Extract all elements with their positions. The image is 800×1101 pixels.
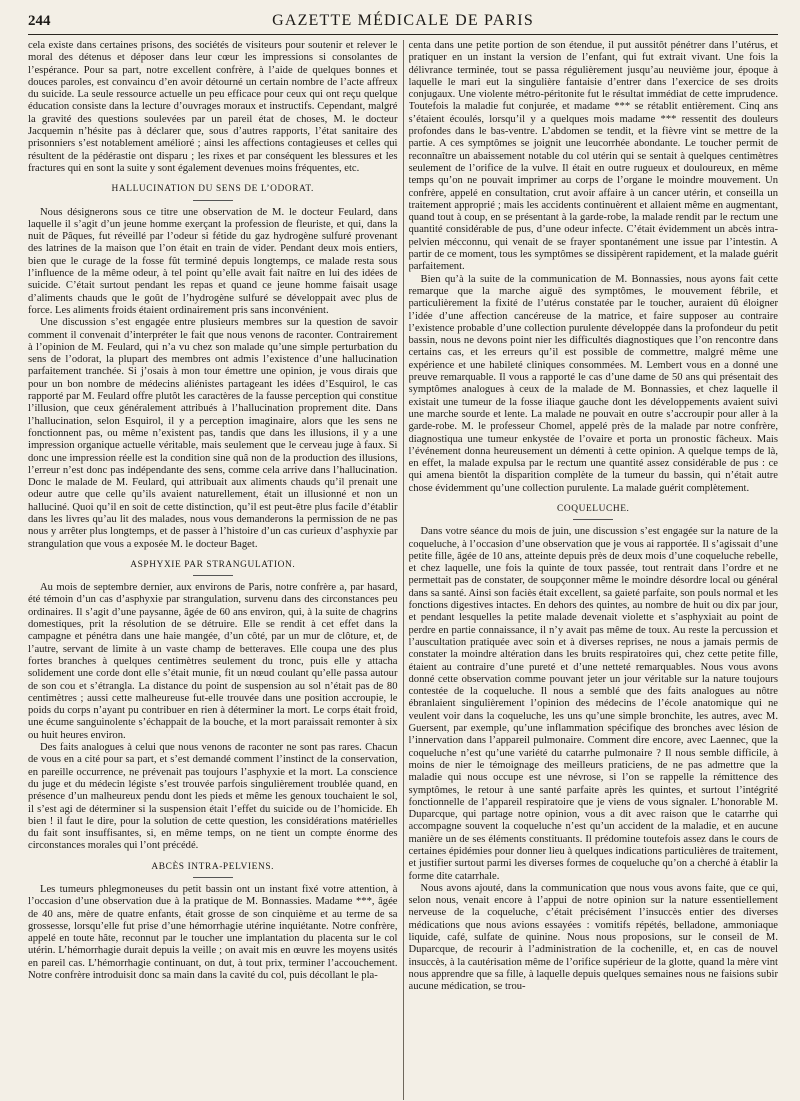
paragraph: Des faits analogues à celui que nous venons de raconter ne sont pas rares. Chacun de vous en a cité pour sa part, et s’est demandé comment l’instinct de la conservation, en pareille occurrence, ne prévenait pas toujours l’asphyxie et la mort. La conscience du juge et du médecin légiste s’est trouvée parfois singulièrement troublée quand, en présence d’un malheureux pendu dont les pieds et même les genoux touchaient le sol, il s’est agi de déterminer si la suspension était l’effet du suicide ou de l’homicide. Eh bien ! il faut le dire, pour la solution de cette question, les considérations matérielles du fait sont insuffisantes, si, en même temps, on ne tient un compte énorme des circonstances morales qui l’ont précédé. bbox=[28, 742, 398, 852]
paragraph: Nous désignerons sous ce titre une observation de M. le docteur Feulard, dans laquelle il s’agit d’un jeune homme exerçant la profession de fleuriste, et qui, dans la nuit de Pâques, fut réveillé par l’odeur si fétide du gaz hydrogène sulfuré provenant des latrines de la maison que l’on était en train de vider. Pendant deux mois entiers, bien que le curage de la fosse fût terminé depuis longtemps, ce malade resta sous l’influence de la même odeur, à tel point qu’elle avait fait naître en lui des idées de suicide. C’était surtout pendant les repas et quand ce jeune homme faisait usage d’aliments chauds que le goût de l’hydrogène sulfuré se développait avec plus de force. Les aliments froids étaient ordinairement pris sans inconvénient. bbox=[28, 206, 398, 316]
paragraph: Les tumeurs phlegmoneuses du petit bassin ont un instant fixé votre attention, à l’occasion d’une observation due à la pratique de M. Bonnassies. Madame ***, âgée de 40 ans, mère de quatre enfants, était grosse de son cinquième et au terme de sa grossesse, lorsqu’elle fut prise d’une hémorrhagie utérine inquiétante. Notre confrère, appelé en toute hâte, reconnut par le toucher une implantation du placenta sur le col utérin. L’hémorrhagie durait depuis la veille ; on avait mis en œuvre les moyens usités en pareil cas. L’hémorrhagie continuant, on dut, à tout prix, terminer l’accouchement. Notre confrère introduisit donc sa main dans la cavité du col, puis décollant le pla- bbox=[28, 884, 398, 982]
paragraph: Une discussion s’est engagée entre plusieurs membres sur la question de savoir comment il convenait d’interpréter le fait que nous venons de raconter. Contrairement à l’opinion de M. Feulard, qui n’a vu chez son malade qu’une simple perturbation du sens de l’odorat, la plupart des membres ont admis l’existence d’une hallucination parfaitement tranchée. Si j’osais à mon tour émettre une opinion, je vous dirais que pour un bon nombre de médecins aliénistes partageant les idées d’Esquirol, le cas rapporté par M. Feulard offre plutôt les caractères de la fausse perception qui constitue l’illusion, que ceux généralement attribués à l’hallucination proprement dite. Dans l’hallucination, selon Esquirol, il y a perception imaginaire, alors que les sens ne fonctionnent pas, ou même n’existent pas, tandis que dans les illusions, il y a une impression organique actuelle véritable, mais seulement que le cerveau juge à faux. Si donc une impression réelle est la condition sine quâ non de la production des illusions, l’erreur n’est donc pas indépendante des sens, comme cela arrive dans l’hallucination. Donc le malade de M. Feulard, qui attribuait aux aliments chauds qu’il prenait une odeur autre que celle qu’ils avaient naturellement, était un illusionné et non un halluciné. Quoi qu’il en soit de cette distinction, qu’il est peut-être plus facile d’établir dans les livres qu’au lit des malades, nous vous demanderons la permission de ne pas nous y arrêter plus longtemps, et de passer à l’histoire d’un cas curieux d’asphyxie par strangulation que vous a exposée M. le docteur Baget. bbox=[28, 317, 398, 550]
paragraph: Au mois de septembre dernier, aux environs de Paris, notre confrère a, par hasard, été témoin d’un cas d’asphyxie par strangulation, survenu dans des circonstances peu ordinaires. Il s’agit d’une paysanne, âgée de 60 ans environ, qui, à la suite de chagrins domestiques, prit la résolution de se détruire. Elle se rendit à cet effet dans la campagne et pénétra dans une haie mangée, d’un côté, par un mur de clôture, et, de l’autre, servant de limite à un vaste champ de betteraves. Elle coupa une des plus fortes branches à quelques centimètres seulement du tronc, puis elle y attacha solidement une corde dont elle s’était munie, fit un nœud coulant qu’elle passa autour de son cou et s’étrangla. La distance du point de suspension au sol n’était pas de 80 centimètres ; aussi cette malheureuse fut-elle trouvée dans une position accroupie, le poids du corps n’ayant pu contribuer en rien à déterminer la mort. Le corps était froid, une écume sanguinolente s’échappait de la bouche, et la mort paraissait remonter à six ou huit heures environ. bbox=[28, 582, 398, 741]
paragraph: Dans votre séance du mois de juin, une discussion s’est engagée sur la nature de la coqueluche, à l’occasion d’une observation que je vous ai rapportée. Il s’agissait d’une petite fille, âgée de 10 ans, atteinte depuis près de deux mois d’une coqueluche rebelle, et chez laquelle, une fois la quinte de toux passée, tout rentrait dans l’ordre et ne permettait pas de constater, de soupçonner même le moindre désordre local ou général dans sa santé. Ainsi son faciès était excellent, sa gaieté parfaite, son pouls normal et les fonctions digestives intactes. En dehors des quintes, au nombre de huit ou dix par jour, et pendant lesquelles la petite malade devenait violette et s’asphyxiait au point de perdre en partie connaissance, il n’y avait pas même de toux. Au reste la percussion et l’auscultation pratiquée avec soin et à diverses reprises, ne nous a jamais permis de constater la moindre altération dans les bruits respiratoires qui, chez cette petite fille, étaient au contraire d’une pureté et d’une netteté remarquables. Nous vous avons donné cette observation comme pouvant jeter un jour véritable sur la nature toujours contestée de la coqueluche. Il nous a semblé que des faits analogues au nôtre ébranlaient singulièrement l’opinion des médecins de l’école anatomique qui ne veulent voir dans la coqueluche, les uns qu’une simple bronchite, les autres, avec M. Guersent, par exemple, qu’une inflammation spécifique des bronches avec lésion de l’innervation dans l’appareil pulmonaire. Comment dire encore, avec Laennec, que la coqueluche n’est qu’une variété du catarrhe pulmonaire ? Il nous semble difficile, à moins de nier le témoignage des meilleurs praticiens, de ne pas admettre que la maladie qui nous occupe est une névrose, si l’on se rappelle la rémittence des symptômes, le retour à une santé parfaite après les quintes, et surtout l’intégrité fonctionnelle de l’appareil respiratoire que je viens de vous signaler. L’honorable M. Duparcque, qui partage notre opinion, vous a dit avec raison que le catarrhe qui accompagne souvent la coqueluche n’est qu’un accident de la maladie, et en aucune manière un de ses éléments constituants. Il prédomine toutefois assez dans le cours de certaines épidémies pour donner lieu à quelques indications particulières de traitement, et justifier surtout parmi les diverses formes de coqueluche qu’on a cherché à établir la forme dite catarrhale. bbox=[408, 526, 778, 882]
section-heading: ASPHYXIE PAR STRANGULATION. bbox=[28, 559, 398, 576]
journal-title: GAZETTE MÉDICALE DE PARIS bbox=[272, 12, 534, 29]
paragraph: cela existe dans certaines prisons, des sociétés de visiteurs pour soutenir et relever le moral des détenus et déposer dans leur cœur les impressions si consolantes de l’espérance. Pour sa part, notre excellent confrère, à l’aide de quelques bonnes et douces paroles, est convaincu d’en avoir détourné un certain nombre de l’acte affreux du suicide. La seule ressource actuelle un peu efficace pour ceux qui ont reçu quelque éducation consiste dans la lecture d’ouvrages moraux et instructifs. Cependant, malgré la gravité des questions soulevées par un pareil état de choses, M. le docteur Jacquemin n’hésite pas à déclarer que, sous d’autres rapports, l’état sanitaire des prisonniers s’est notablement amélioré ; ainsi les affections contagieuses et celles qui résultent de la pédérastie ont disparu ; les rixes et par conséquent les blessures et les fractures qui en sont la suite y sont également devenues moins fréquentes, etc. bbox=[28, 40, 398, 174]
column-divider bbox=[403, 40, 404, 1100]
paragraph: centa dans une petite portion de son étendue, il put aussitôt pénétrer dans l’utérus, et pratiquer en un instant la version de l’enfant, qui fut extrait vivant. Une fois la délivrance terminée, tout se passa régulièrement jusqu’au neuvième jour, époque à laquelle le mari eut la singulière fantaisie d’entrer dans l’exercice de ses droits conjugaux. Une violente métro-péritonite fut le résultat immédiat de cette imprudence. Toutefois la maladie fut conjurée, et madame *** se rétablit entièrement. Cinq ans s’étaient écoulés, lorsqu’il y a quelques mois madame *** ressentit des douleurs profondes dans le bas-ventre. L’abdomen se tendit, et la fièvre vint se mettre de la partie. A ces symptômes se joignit une leucorrhée abondante. Le toucher permit de reconnaître un abaissement notable du col utérin qui se sentait à quelques centimètres seulement de l’orifice de la vulve. Il était en outre rugueux et douloureux, en même temps qu’on ne pouvait imprimer au corps de l’organe le moindre mouvement. Un confrère, appelé en consultation, crut avoir affaire à un cancer utérin, et conseilla un traitement approprié ; mais les accidents continuèrent et allaient même en augmentant, quand tout à coup, en se présentant à la garde-robe, la malade rendit par le rectum une quantité considérable de pus, d’une odeur infecte. C’était évidemment un abcès intra-pelvien mécconnu, qui venait de se frayer spontanément une issue par l’intestin. A partir de ce moment, tous les symptômes se dissipèrent rapidement, et la malade guérit parfaitement. bbox=[408, 40, 778, 273]
page-header bbox=[28, 12, 778, 35]
section-heading: COQUELUCHE. bbox=[409, 503, 779, 520]
paragraph: Nous avons ajouté, dans la communication que nous vous avons faite, que ce qui, selon nous, venait encore à l’appui de notre opinion sur la nature essentiellement nerveuse de la coqueluche, c’était précisément l’insuccès entier des diverses médications que nous avions essayées : vomitifs répétés, belladone, ammoniaque liquide, café, sulfate de quinine. Nous nous proposions, sur le conseil de M. Duparcque, de recourir à l’administration de la cochenille, et, en cas de nouvel insuccès, à la cautérisation même de l’orifice supérieur de la glotte, quand la mère vint nous apprendre que sa fille, à laquelle depuis quelques semaines nous ne faisions subir aucune médication, se trou- bbox=[408, 882, 778, 993]
text-columns bbox=[28, 40, 778, 1100]
section-heading: HALLUCINATION DU SENS DE L’ODORAT. bbox=[28, 183, 398, 200]
paragraph: Bien qu’à la suite de la communication de M. Bonnassies, nous ayons fait cette remarque que la marche aiguë des symptômes, le mouvement fébrile, et particulièrement la fixité de l’utérus constatée par le toucher, auraient dû éloigner l’idée d’une affection cancéreuse de la matrice, et faire supposer au contraire l’existence probable d’une collection purulente développée dans la profondeur du petit bassin, nous ne devons point nier les difficultés diagnostiques que l’on rencontre dans certains cas, et les erreurs qu’il est possible de commettre, malgré même une expérience et une habileté cliniques consommées. M. Lembert vous en a donné une preuve remarquable. Il vous a rapporté le cas d’une dame de 50 ans qui présentait des symptômes analogues à ceux de la malade de M. Bonnassies, et chez laquelle il existait une tumeur de la fosse iliaque gauche dont les développements avaient suivi une marche sourde et lente. La malade ne pouvait en outre s’accroupir pour aller à la garde-robe. M. le professeur Chomel, appelé près de la malade par notre confrère, diagnostiqua une tumeur enkystée de l’ovaire et porta un pronostic fâcheux. Mais l’événement donna heureusement un démenti à cette opinion. A quelque temps de là, en effet, la malade expulsa par le rectum une quantité assez considérable de pus : ce qui amena bientôt la disparition complète de la tumeur du bassin, qui n’était autre chose évidemment qu’une collection purulente. La malade guérit complètement. bbox=[408, 273, 778, 494]
right-column bbox=[409, 40, 779, 1100]
left-column bbox=[28, 40, 398, 1100]
page-number: 244 bbox=[28, 13, 51, 29]
section-heading: ABCÈS INTRA-PELVIENS. bbox=[28, 861, 398, 878]
